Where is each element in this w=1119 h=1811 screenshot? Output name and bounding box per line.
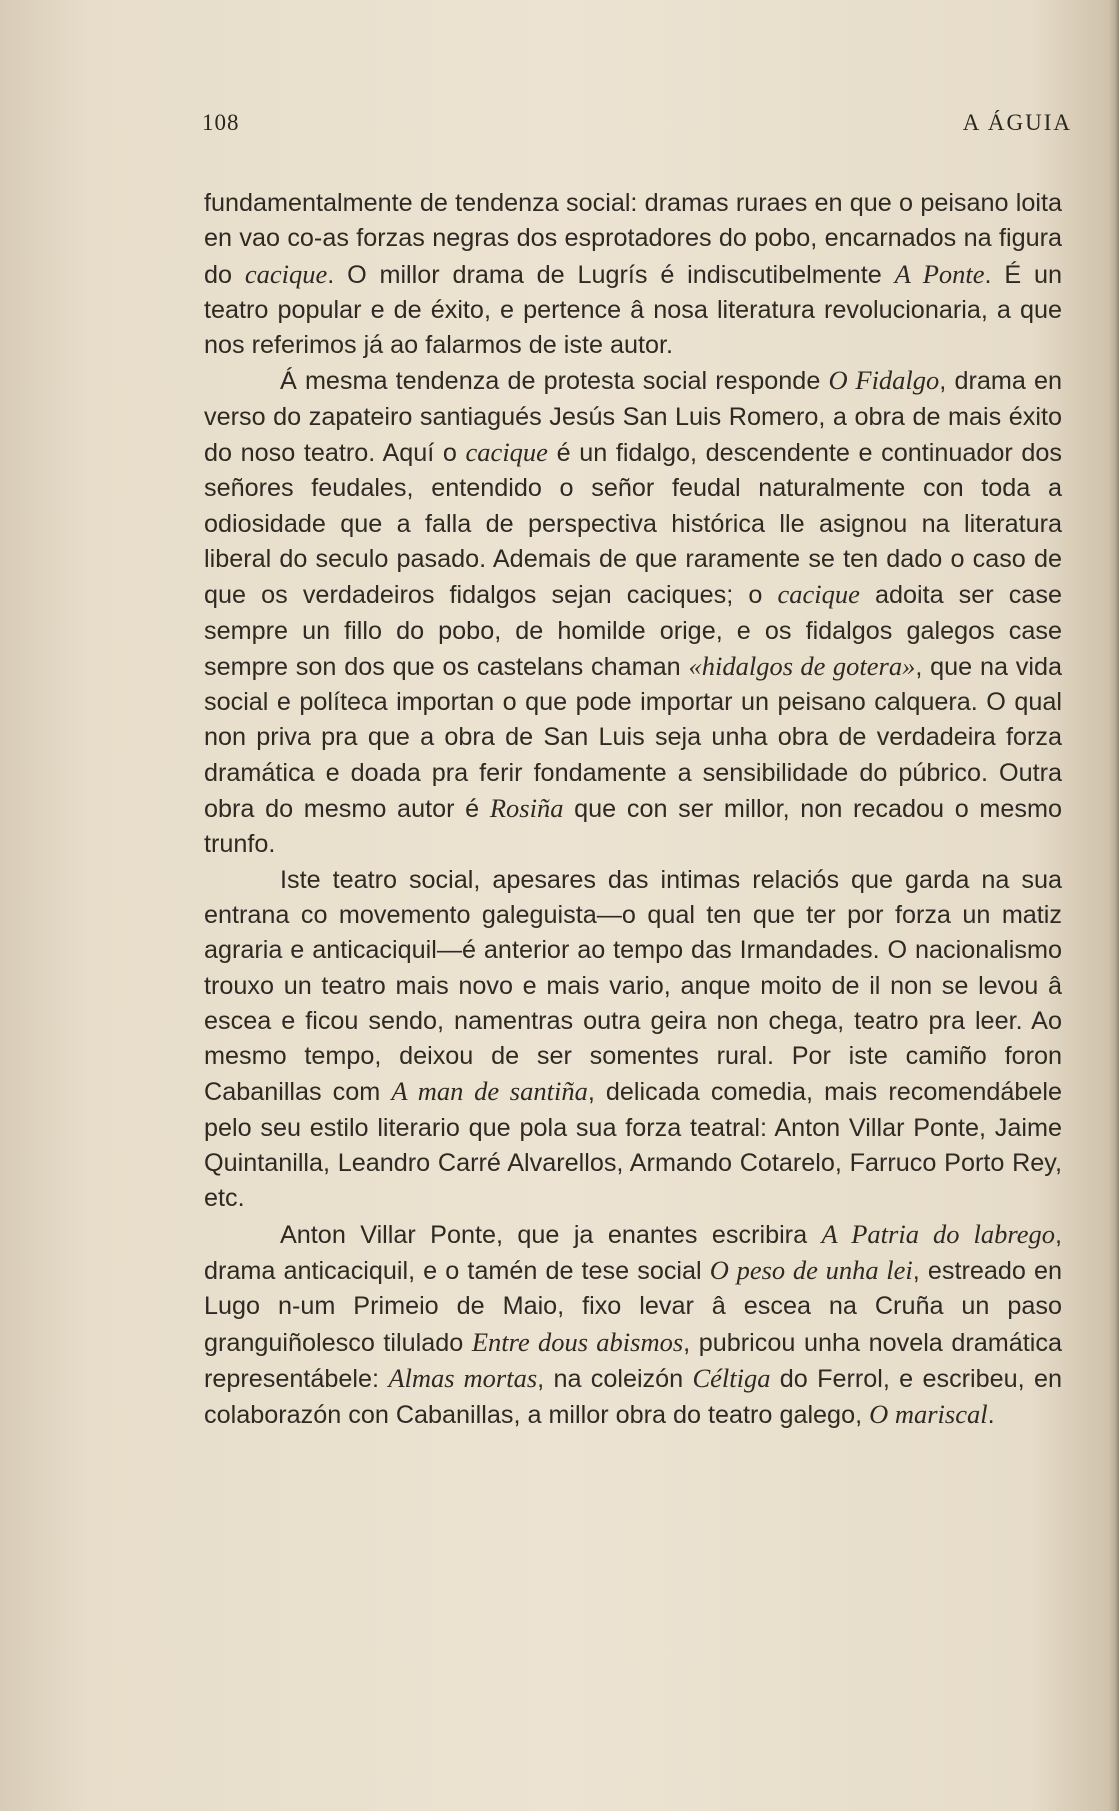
- italic-title: A man de santiña: [391, 1076, 588, 1107]
- italic-title: Rosiña: [489, 793, 564, 824]
- italic-title: A Ponte: [894, 258, 985, 289]
- body-text: [204, 186, 1062, 1433]
- text-run: , drama en verso do zapateiro santiagués Jesús San Luis Romero, a obra de mais éxito do noso teatro. Aquí o: [204, 367, 1062, 468]
- running-title: A ÁGUIA: [962, 110, 1072, 135]
- italic-title: cacique: [777, 579, 860, 610]
- text-run: , estreado en Lugo n-um Primeio de Maio, fixo levar â escea na Cruña un paso granguiñolesco tilulado: [204, 1256, 1063, 1357]
- italic-title: A Patria do labrego: [821, 1218, 1055, 1249]
- text-run: que con ser millor, non recadou o mesmo trunfo.: [204, 795, 1062, 859]
- text-run: , delicada comedia, mais recomendábele pelo seu estilo literario que pola sua forza teatral: Anton Villar Ponte, Jaime Quintanilla, Leandro Carré Alvarellos, Armando Cotarelo, Farruco Porto Rey, etc.: [204, 1078, 1062, 1213]
- text-run: , que na vida social e políteca importan o que pode importar un peisano calquera. O qual non priva pra que a obra de San Luis seja unha obra de verdadeira forza dramática e doada pra ferir fondamente a sensibilidade do púbrico. Outra obra do mesmo autor é: [204, 652, 1062, 824]
- italic-title: O peso de unha lei: [709, 1254, 913, 1285]
- page-edge-shadow: [1109, 0, 1119, 1811]
- text-run: , pubricou unha novela dramática representábele:: [204, 1328, 1062, 1393]
- italic-title: Entre dous abismos: [471, 1326, 684, 1357]
- text-run: .: [987, 1401, 995, 1430]
- italic-title: cacique: [465, 437, 548, 468]
- text-run: , drama anticaciquil, e o tamén de tese social: [204, 1220, 1062, 1285]
- italic-title: «hidalgos de gotera»: [688, 650, 916, 681]
- text-run: . O millor drama de Lugrís é indiscutibelmente: [327, 260, 895, 289]
- text-run: do Ferrol, e escribeu, en colaborazón con Cabanillas, a millor obra do teatro galego,: [204, 1364, 1062, 1430]
- italic-title: O mariscal: [869, 1399, 988, 1430]
- text-run: fundamentalmente de tendenza social: dramas ruraes en que o peisano loita en vao co-as forzas negras dos esprotadores do pobo, encarnados na figura do: [204, 189, 1062, 289]
- paragraph-3: [204, 863, 1062, 1217]
- italic-title: cacique: [244, 258, 328, 289]
- text-run: Iste teatro social, apesares das intimas relaciós que garda na sua entrana co movemento galeguista—o qual ten que ter por forza un matiz agraria e anticaciquil—é anterior ao tempo das Irmandades. O nacionalismo trouxo un teatro mais novo e mais vario, anque moito de il non se levou â escea e ficou sendo, namentras outra geira non chega, teatro pra leer. Ao mesmo tempo, deixou de ser somentes rural. Por iste camiño foron Cabanillas com: [204, 865, 1062, 1107]
- italic-title: Céltiga: [692, 1362, 771, 1393]
- page-number: 108: [202, 110, 240, 135]
- italic-title: Almas mortas: [388, 1362, 538, 1393]
- text-run: Á mesma tendenza de protesta social responde: [280, 367, 829, 396]
- text-run: adoita ser case sempre un fillo do pobo, de homilde orige, e os fidalgos galegos case sempre son dos que os castelans chaman: [204, 581, 1062, 681]
- text-run: , na coleizón: [537, 1364, 693, 1393]
- paragraph-4: [204, 1217, 1062, 1434]
- paragraph-2: [204, 363, 1062, 862]
- text-run: é un fidalgo, descendente e continuador dos señores feudales, entendido o señor feudal naturalmente con toda a odiosidade que a falla de perspectiva histórica lle asignou na literatura liberal do seculo pasado. Ademais de que raramente se ten dado o caso de que os verdadeiros fidalgos sejan caciques; o: [204, 439, 1062, 610]
- paragraph-1: [204, 186, 1062, 363]
- text-run: . É un teatro popular e de éxito, e pertence â nosa literatura revolucionaria, a que nos referimos já ao falarmos de iste autor.: [204, 260, 1062, 360]
- text-run: Anton Villar Ponte, que ja enantes escribira: [280, 1220, 822, 1249]
- italic-title: O Fidalgo: [828, 365, 940, 396]
